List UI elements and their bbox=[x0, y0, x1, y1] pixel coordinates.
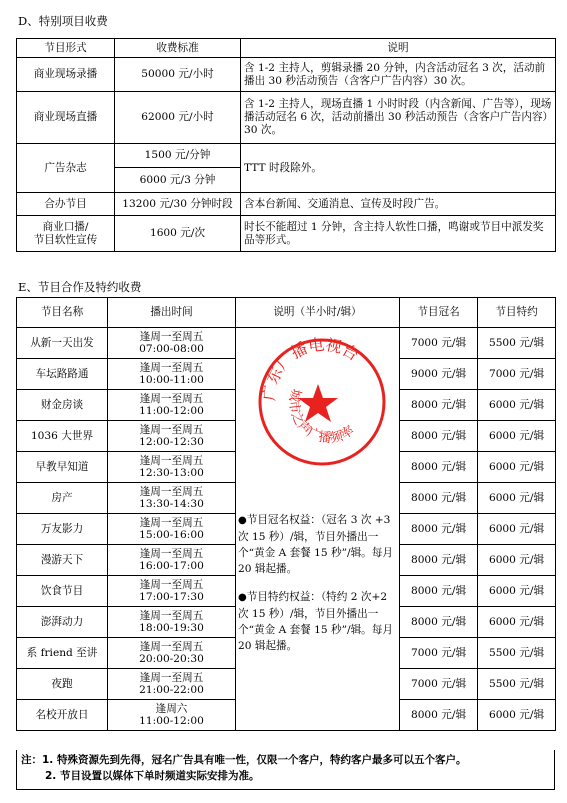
broadcast-day: 逢周一至周五 bbox=[139, 361, 204, 374]
program-note: 时长不能超过 1 分钟，含主持人软性口播，鸣谢或节目中派发奖品等形式。 bbox=[241, 216, 556, 252]
program-price: 50000 元/小时 bbox=[115, 58, 241, 92]
table-row bbox=[17, 328, 556, 359]
broadcast-time bbox=[108, 390, 236, 421]
program-price-alt: 6000 元/3 分钟 bbox=[115, 168, 241, 193]
header-fee-standard: 收费标准 bbox=[115, 39, 241, 58]
title-sponsor-rights bbox=[238, 512, 397, 577]
program-note: 含 1-2 主持人，剪辑录播 20 分钟，内含活动冠名 3 次，活动前播出 30 秒活动预告（含客户广告内容）30 次。 bbox=[241, 58, 556, 92]
program-name: 合办节目 bbox=[17, 193, 115, 216]
broadcast-time bbox=[108, 638, 236, 669]
broadcast-hours: 07:00-08:00 bbox=[139, 343, 204, 355]
header-special-sponsor: 节目特约 bbox=[478, 298, 556, 328]
program-name: 夜跑 bbox=[17, 669, 108, 700]
broadcast-hours: 12:00-12:30 bbox=[139, 436, 204, 448]
special-sponsor-rights-text: 节目特约权益：（特约 2 次+2 次 15 秒）/辑，节目外播出一个“黄金 A 套餐 15 秒”/辑。每月 20 辑起播。 bbox=[238, 591, 393, 652]
program-cooperation-table bbox=[16, 297, 556, 731]
bullet-icon: ● bbox=[238, 515, 247, 526]
broadcast-hours: 13:30-14:30 bbox=[139, 498, 204, 510]
special-sponsor-price: 6000 元/辑 bbox=[478, 421, 556, 452]
title-sponsor-price: 8000 元/辑 bbox=[400, 390, 478, 421]
broadcast-time bbox=[108, 452, 236, 483]
broadcast-day: 逢周一至周五 bbox=[139, 330, 204, 343]
special-sponsor-price: 5500 元/辑 bbox=[478, 328, 556, 359]
title-sponsor-price: 8000 元/辑 bbox=[400, 514, 478, 545]
broadcast-hours: 11:00-12:00 bbox=[139, 715, 204, 727]
header-note: 说明（半小时/辑） bbox=[236, 298, 400, 328]
broadcast-time bbox=[108, 700, 236, 731]
program-name: 漫游天下 bbox=[17, 545, 108, 576]
header-description: 说明 bbox=[241, 39, 556, 58]
program-note: 含 1-2 主持人，现场直播 1 小时时段（内含新闻、广告等），现场播活动冠名 6 次，活动前播出 30 秒活动预告（含客户广告内容）30 次。 bbox=[241, 92, 556, 144]
seal-inner-text: 城市之声广播频率 bbox=[285, 387, 358, 447]
special-sponsor-price: 7000 元/辑 bbox=[478, 359, 556, 390]
footnote-line-1: 注：1. 特殊资源先到先得，冠名广告具有唯一性，仅限一个客户，特约客户最多可以五个客户。 bbox=[21, 754, 467, 766]
broadcast-day: 逢周一至周五 bbox=[139, 640, 204, 653]
broadcast-day: 逢周一至周五 bbox=[139, 609, 204, 622]
special-sponsor-price: 6000 元/辑 bbox=[478, 576, 556, 607]
broadcast-hours: 11:00-12:00 bbox=[139, 405, 204, 417]
program-note: TTT 时段除外。 bbox=[241, 144, 556, 193]
program-name: 饮食节目 bbox=[17, 576, 108, 607]
program-name: 系 friend 至讲 bbox=[17, 638, 108, 669]
broadcast-time bbox=[108, 669, 236, 700]
broadcast-day: 逢周一至周五 bbox=[139, 454, 204, 467]
special-sponsor-price: 6000 元/辑 bbox=[478, 483, 556, 514]
bullet-icon: ● bbox=[238, 592, 247, 603]
section-e-heading: E、节目合作及特约收费 bbox=[18, 280, 142, 294]
title-sponsor-price: 8000 元/辑 bbox=[400, 607, 478, 638]
broadcast-time bbox=[108, 545, 236, 576]
title-sponsor-price: 8000 元/辑 bbox=[400, 545, 478, 576]
title-sponsor-price: 7000 元/辑 bbox=[400, 669, 478, 700]
program-name: 广告杂志 bbox=[17, 144, 115, 193]
broadcast-hours: 10:00-11:00 bbox=[139, 374, 204, 386]
program-name: 商业口播/ 节目软性宣传 bbox=[17, 216, 115, 252]
program-price: 62000 元/小时 bbox=[115, 92, 241, 144]
special-sponsor-price: 6000 元/辑 bbox=[478, 700, 556, 731]
program-name: 早教早知道 bbox=[17, 452, 108, 483]
special-sponsor-price: 6000 元/辑 bbox=[478, 607, 556, 638]
seal-outer-text: 广东广播电视台 bbox=[259, 334, 363, 402]
special-sponsor-price: 5500 元/辑 bbox=[478, 638, 556, 669]
special-sponsor-price: 6000 元/辑 bbox=[478, 545, 556, 576]
broadcast-hours: 17:00-17:30 bbox=[139, 591, 204, 603]
special-sponsor-price: 6000 元/辑 bbox=[478, 452, 556, 483]
broadcast-time bbox=[108, 328, 236, 359]
header-program-name: 节目名称 bbox=[17, 298, 108, 328]
broadcast-day: 逢周一至周五 bbox=[139, 547, 204, 560]
rights-note bbox=[236, 328, 400, 731]
broadcast-hours: 15:00-16:00 bbox=[139, 529, 204, 541]
program-name: 车坛路路通 bbox=[17, 359, 108, 390]
special-sponsor-price: 6000 元/辑 bbox=[478, 390, 556, 421]
title-sponsor-price: 8000 元/辑 bbox=[400, 483, 478, 514]
broadcast-time bbox=[108, 359, 236, 390]
broadcast-hours: 18:00-19:30 bbox=[139, 622, 204, 634]
broadcast-time bbox=[108, 514, 236, 545]
broadcast-day: 逢周一至周五 bbox=[139, 578, 204, 591]
program-price: 1600 元/次 bbox=[115, 216, 241, 252]
special-sponsor-price: 5500 元/辑 bbox=[478, 669, 556, 700]
broadcast-hours: 12:30-13:00 bbox=[139, 467, 204, 479]
footnote bbox=[16, 750, 555, 790]
title-sponsor-price: 8000 元/辑 bbox=[400, 700, 478, 731]
header-broadcast-time: 播出时间 bbox=[108, 298, 236, 328]
broadcast-day: 逢周一至周五 bbox=[139, 392, 204, 405]
broadcast-day: 逢周一至周五 bbox=[139, 423, 204, 436]
program-name: 房产 bbox=[17, 483, 108, 514]
title-sponsor-price: 8000 元/辑 bbox=[400, 452, 478, 483]
section-d-heading: D、特别项目收费 bbox=[18, 14, 108, 28]
broadcast-day: 逢周一至周五 bbox=[139, 516, 204, 529]
special-sponsor-rights bbox=[238, 589, 397, 654]
title-sponsor-price: 7000 元/辑 bbox=[400, 638, 478, 669]
program-name: 从新一天出发 bbox=[17, 328, 108, 359]
program-name: 商业现场录播 bbox=[17, 58, 115, 92]
broadcast-hours: 21:00-22:00 bbox=[139, 684, 204, 696]
program-name: 商业现场直播 bbox=[17, 92, 115, 144]
broadcast-time bbox=[108, 483, 236, 514]
program-note: 含本台新闻、交通消息、宣传及时段广告。 bbox=[241, 193, 556, 216]
broadcast-time bbox=[108, 576, 236, 607]
title-sponsor-rights-text: 节目冠名权益：（冠名 3 次 +3 次 15 秒）/辑，节目外播出一个“黄金 A 套餐 15 秒”/辑。每月 20 辑起播。 bbox=[238, 514, 393, 575]
broadcast-time bbox=[108, 607, 236, 638]
title-sponsor-price: 7000 元/辑 bbox=[400, 328, 478, 359]
title-sponsor-price: 8000 元/辑 bbox=[400, 421, 478, 452]
special-program-table bbox=[16, 38, 556, 252]
program-name: 名校开放日 bbox=[17, 700, 108, 731]
broadcast-hours: 20:00-20:30 bbox=[139, 653, 204, 665]
broadcast-time bbox=[108, 421, 236, 452]
header-program-form: 节目形式 bbox=[17, 39, 115, 58]
broadcast-hours: 16:00-17:00 bbox=[139, 560, 204, 572]
program-price: 13200 元/30 分钟时段 bbox=[115, 193, 241, 216]
broadcast-day: 逢周一至周五 bbox=[139, 485, 204, 498]
program-name: 万友影力 bbox=[17, 514, 108, 545]
footnote-line-2: 2. 节目设置以媒体下单时频道实际安排为准。 bbox=[45, 770, 260, 782]
broadcast-day: 逢周一至周五 bbox=[139, 671, 204, 684]
program-name: 财金房谈 bbox=[17, 390, 108, 421]
header-title-sponsor: 节目冠名 bbox=[400, 298, 478, 328]
program-price: 1500 元/分钟 bbox=[115, 144, 241, 168]
title-sponsor-price: 9000 元/辑 bbox=[400, 359, 478, 390]
title-sponsor-price: 8000 元/辑 bbox=[400, 576, 478, 607]
broadcast-day: 逢周六 bbox=[155, 702, 188, 715]
program-name: 澎湃动力 bbox=[17, 607, 108, 638]
program-name: 1036 大世界 bbox=[17, 421, 108, 452]
special-sponsor-price: 6000 元/辑 bbox=[478, 514, 556, 545]
